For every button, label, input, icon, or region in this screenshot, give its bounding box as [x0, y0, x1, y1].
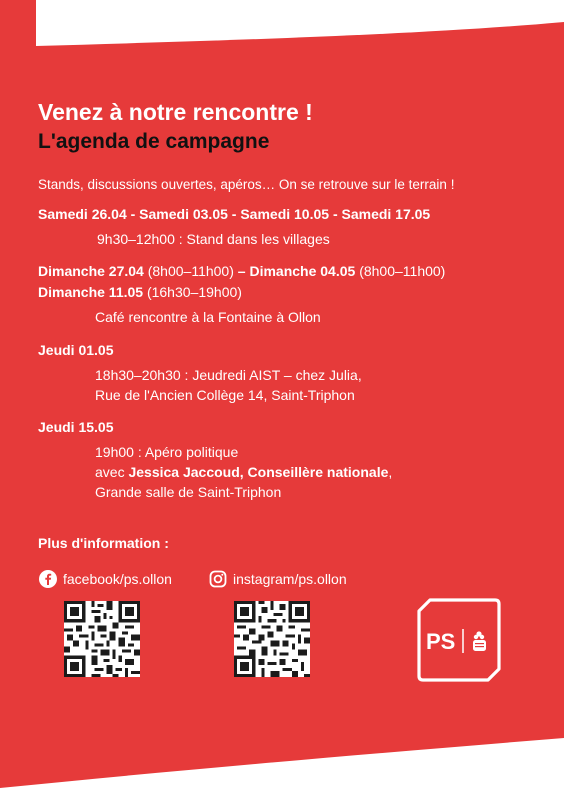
- jeudi-1505-line-1: 19h00 : Apéro politique: [95, 444, 239, 460]
- sunday-line-2: [38, 284, 242, 300]
- sunday-separator: –: [233, 263, 250, 279]
- sunday-date-3: Dimanche 11.05: [38, 284, 144, 300]
- jeudi-1505-line-2: [95, 462, 392, 482]
- info-heading: Plus d'information :: [38, 535, 169, 551]
- saturday-detail: 9h30–12h00 : Stand dans les villages: [97, 231, 330, 247]
- sunday-time-3: (16h30–19h00): [143, 284, 242, 300]
- sunday-detail: Café rencontre à la Fontaine à Ollon: [95, 309, 321, 325]
- sunday-line-1: [38, 263, 445, 279]
- instagram-label: instagram/ps.ollon: [233, 571, 347, 587]
- jeudi-1505-suffix: ,: [388, 464, 393, 480]
- facebook-link[interactable]: [39, 570, 172, 588]
- jeudi-1505-line-3: Grande salle de Saint-Triphon: [95, 484, 282, 500]
- jeudi-0105-date: Jeudi 01.05: [38, 342, 114, 358]
- sunday-time-2: (8h00–11h00): [355, 263, 446, 279]
- rose-fist-icon: [473, 631, 486, 651]
- bottom-swoosh: [0, 738, 564, 800]
- facebook-label: facebook/ps.ollon: [63, 571, 172, 587]
- jeudi-1505-prefix: avec: [95, 464, 129, 480]
- ps-logo-text: PS: [426, 629, 456, 654]
- instagram-link[interactable]: [209, 570, 347, 588]
- ps-logo: [416, 597, 502, 683]
- jeudi-0105-line-2: Rue de l'Ancien Collège 14, Saint-Triphon: [95, 387, 355, 403]
- sunday-time-1: (8h00–11h00): [143, 263, 234, 279]
- instagram-icon: [209, 570, 227, 588]
- sunday-date-2: Dimanche 04.05: [249, 263, 356, 279]
- jeudi-0105-line-1: 18h30–20h30 : Jeudredi AIST – chez Julia,: [95, 367, 362, 383]
- saturday-dates: Samedi 26.04 - Samedi 03.05 - Samedi 10.05 - Samedi 17.05: [38, 206, 431, 222]
- intro-text: Stands, discussions ouvertes, apéros… On se retrouve sur le terrain !: [38, 177, 455, 192]
- facebook-qr-code[interactable]: [64, 601, 140, 677]
- page-subtitle: L'agenda de campagne: [38, 130, 270, 153]
- top-swoosh: [36, 0, 564, 46]
- page-title: Venez à notre rencontre !: [38, 99, 313, 125]
- facebook-icon: [39, 570, 57, 588]
- instagram-qr-code[interactable]: [234, 601, 310, 677]
- guest-name: Jessica Jaccoud, Conseillère nationale: [128, 464, 389, 480]
- jeudi-1505-date: Jeudi 15.05: [38, 419, 114, 435]
- sunday-date-1: Dimanche 27.04: [38, 263, 144, 279]
